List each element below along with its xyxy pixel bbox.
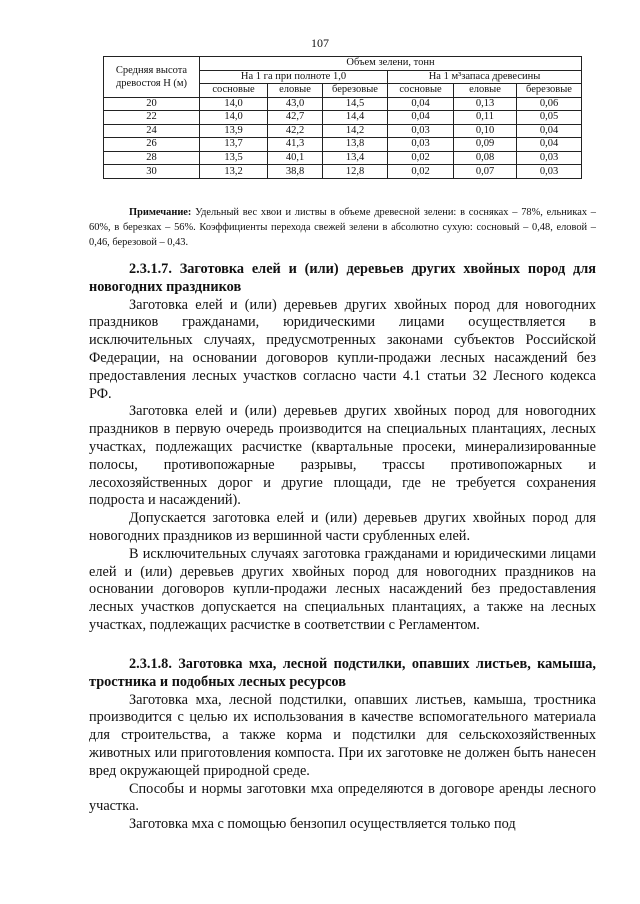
subgroup-per-hectare: На 1 га при полноте 1,0 [200, 70, 388, 84]
value-cell: 14,0 [200, 97, 268, 111]
value-cell: 38,8 [268, 165, 323, 179]
value-cell: 0,13 [454, 97, 517, 111]
value-cell: 0,04 [388, 97, 454, 111]
value-cell: 0,07 [454, 165, 517, 179]
paragraph: Способы и нормы заготовки мха определяются в договоре аренды лесного участка. [89, 780, 596, 815]
value-cell: 0,02 [388, 151, 454, 165]
note-text: Удельный вес хвои и листвы в объеме древесной зелени: в сосняках – 78%, ельниках – 60%, в березках – 56%. Коэффициенты перехода свежей зелени в абсолютно сухую: сосновый – 0,48, еловой – 0,46, березовой – 0,43. [89, 207, 596, 248]
table-row [104, 97, 582, 111]
height-cell: 20 [104, 97, 200, 111]
species-header: сосновые [200, 84, 268, 98]
value-cell: 0,11 [454, 111, 517, 125]
value-cell: 0,05 [517, 111, 582, 125]
value-cell: 14,4 [323, 111, 388, 125]
value-cell: 12,8 [323, 165, 388, 179]
greenery-volume-table [103, 56, 582, 179]
value-cell: 14,5 [323, 97, 388, 111]
paragraph: Допускается заготовка елей и (или) деревьев других хвойных пород для новогодних праздников из вершинной части срубленных елей. [89, 510, 596, 544]
section-2-3-1-8 [89, 656, 596, 834]
height-cell: 26 [104, 138, 200, 152]
table-row [104, 138, 582, 152]
table-note [89, 205, 596, 250]
paragraph: В исключительных случаях заготовка гражданами и юридическими лицами елей и (или) деревьев других хвойных пород для новогодних праздников на основании договоров купли-продажи лесных насаждений без предоставления лесных участков допускается на специальных плантациях, а также на лесных участках, подлежащих расчистке в соответствии с Регламентом. [89, 545, 596, 633]
height-cell: 30 [104, 165, 200, 179]
section-heading: 2.3.1.7. Заготовка елей и (или) деревьев других хвойных пород для новогодних праздников [89, 261, 596, 295]
value-cell: 0,08 [454, 151, 517, 165]
section-heading: 2.3.1.8. Заготовка мха, лесной подстилки, опавших листьев, камыша, тростника и подобных лесных ресурсов [89, 656, 596, 690]
paragraph: Заготовка мха с помощью бензопил осуществляется только под [129, 816, 516, 833]
note-label: Примечание: [129, 207, 192, 218]
table-row [104, 124, 582, 138]
value-cell: 13,2 [200, 165, 268, 179]
height-cell: 24 [104, 124, 200, 138]
value-cell: 0,03 [388, 138, 454, 152]
section-2-3-1-7 [89, 261, 596, 635]
species-header: березовые [323, 84, 388, 98]
species-header: еловые [454, 84, 517, 98]
page-number: 107 [311, 36, 329, 50]
value-cell: 40,1 [268, 151, 323, 165]
value-cell: 43,0 [268, 97, 323, 111]
subgroup-per-cubic-meter: На 1 м³запаса древесины [388, 70, 582, 84]
table-row [104, 165, 582, 179]
value-cell: 13,8 [323, 138, 388, 152]
value-cell: 0,03 [517, 151, 582, 165]
paragraph: Заготовка мха, лесной подстилки, опавших листьев, камыша, тростника производится с целью их использования в качестве вспомогательного материала для строительства, а также корма и подстилки для сельскохозяйственных животных или приготовления компоста. При их заготовке не должен быть нанесен вред окружающей природной среде. [89, 691, 596, 779]
value-cell: 41,3 [268, 138, 323, 152]
value-cell: 13,4 [323, 151, 388, 165]
value-cell: 0,04 [517, 138, 582, 152]
height-cell: 28 [104, 151, 200, 165]
table-row [104, 151, 582, 165]
value-cell: 14,0 [200, 111, 268, 125]
value-cell: 42,2 [268, 124, 323, 138]
value-cell: 13,5 [200, 151, 268, 165]
species-header: еловые [268, 84, 323, 98]
paragraph: Заготовка елей и (или) деревьев других хвойных пород для новогодних праздников в первую очередь производится на специальных плантациях, лесных участках, подлежащих расчистке (квартальные просеки, минерализированные полосы, противопожарные разрывы, трассы противопожарных и лесохозяйственных дорог и другие площади, где не требуется сохранения подроста и насаждений). [89, 403, 596, 509]
paragraph: Заготовка елей и (или) деревьев других хвойных пород для новогодних праздников гражданами, юридическими лицами осуществляется в исключительных случаях, предусмотренных законами субъектов Российской Федерации, на основании договоров купли-продажи лесных насаждений без предоставления лесных участков согласно части 4.1 статьи 32 Лесного кодекса РФ. [89, 296, 596, 402]
row-header: Средняя высота древостоя Н (м) [104, 57, 200, 98]
value-cell: 0,09 [454, 138, 517, 152]
height-cell: 22 [104, 111, 200, 125]
value-cell: 0,03 [517, 165, 582, 179]
group-header: Объем зелени, тонн [200, 57, 582, 71]
value-cell: 0,10 [454, 124, 517, 138]
species-header: сосновые [388, 84, 454, 98]
value-cell: 0,04 [388, 111, 454, 125]
value-cell: 14,2 [323, 124, 388, 138]
value-cell: 13,9 [200, 124, 268, 138]
value-cell: 0,03 [388, 124, 454, 138]
species-header: березовые [517, 84, 582, 98]
table-row [104, 111, 582, 125]
value-cell: 13,7 [200, 138, 268, 152]
value-cell: 0,06 [517, 97, 582, 111]
value-cell: 0,04 [517, 124, 582, 138]
value-cell: 0,02 [388, 165, 454, 179]
value-cell: 42,7 [268, 111, 323, 125]
